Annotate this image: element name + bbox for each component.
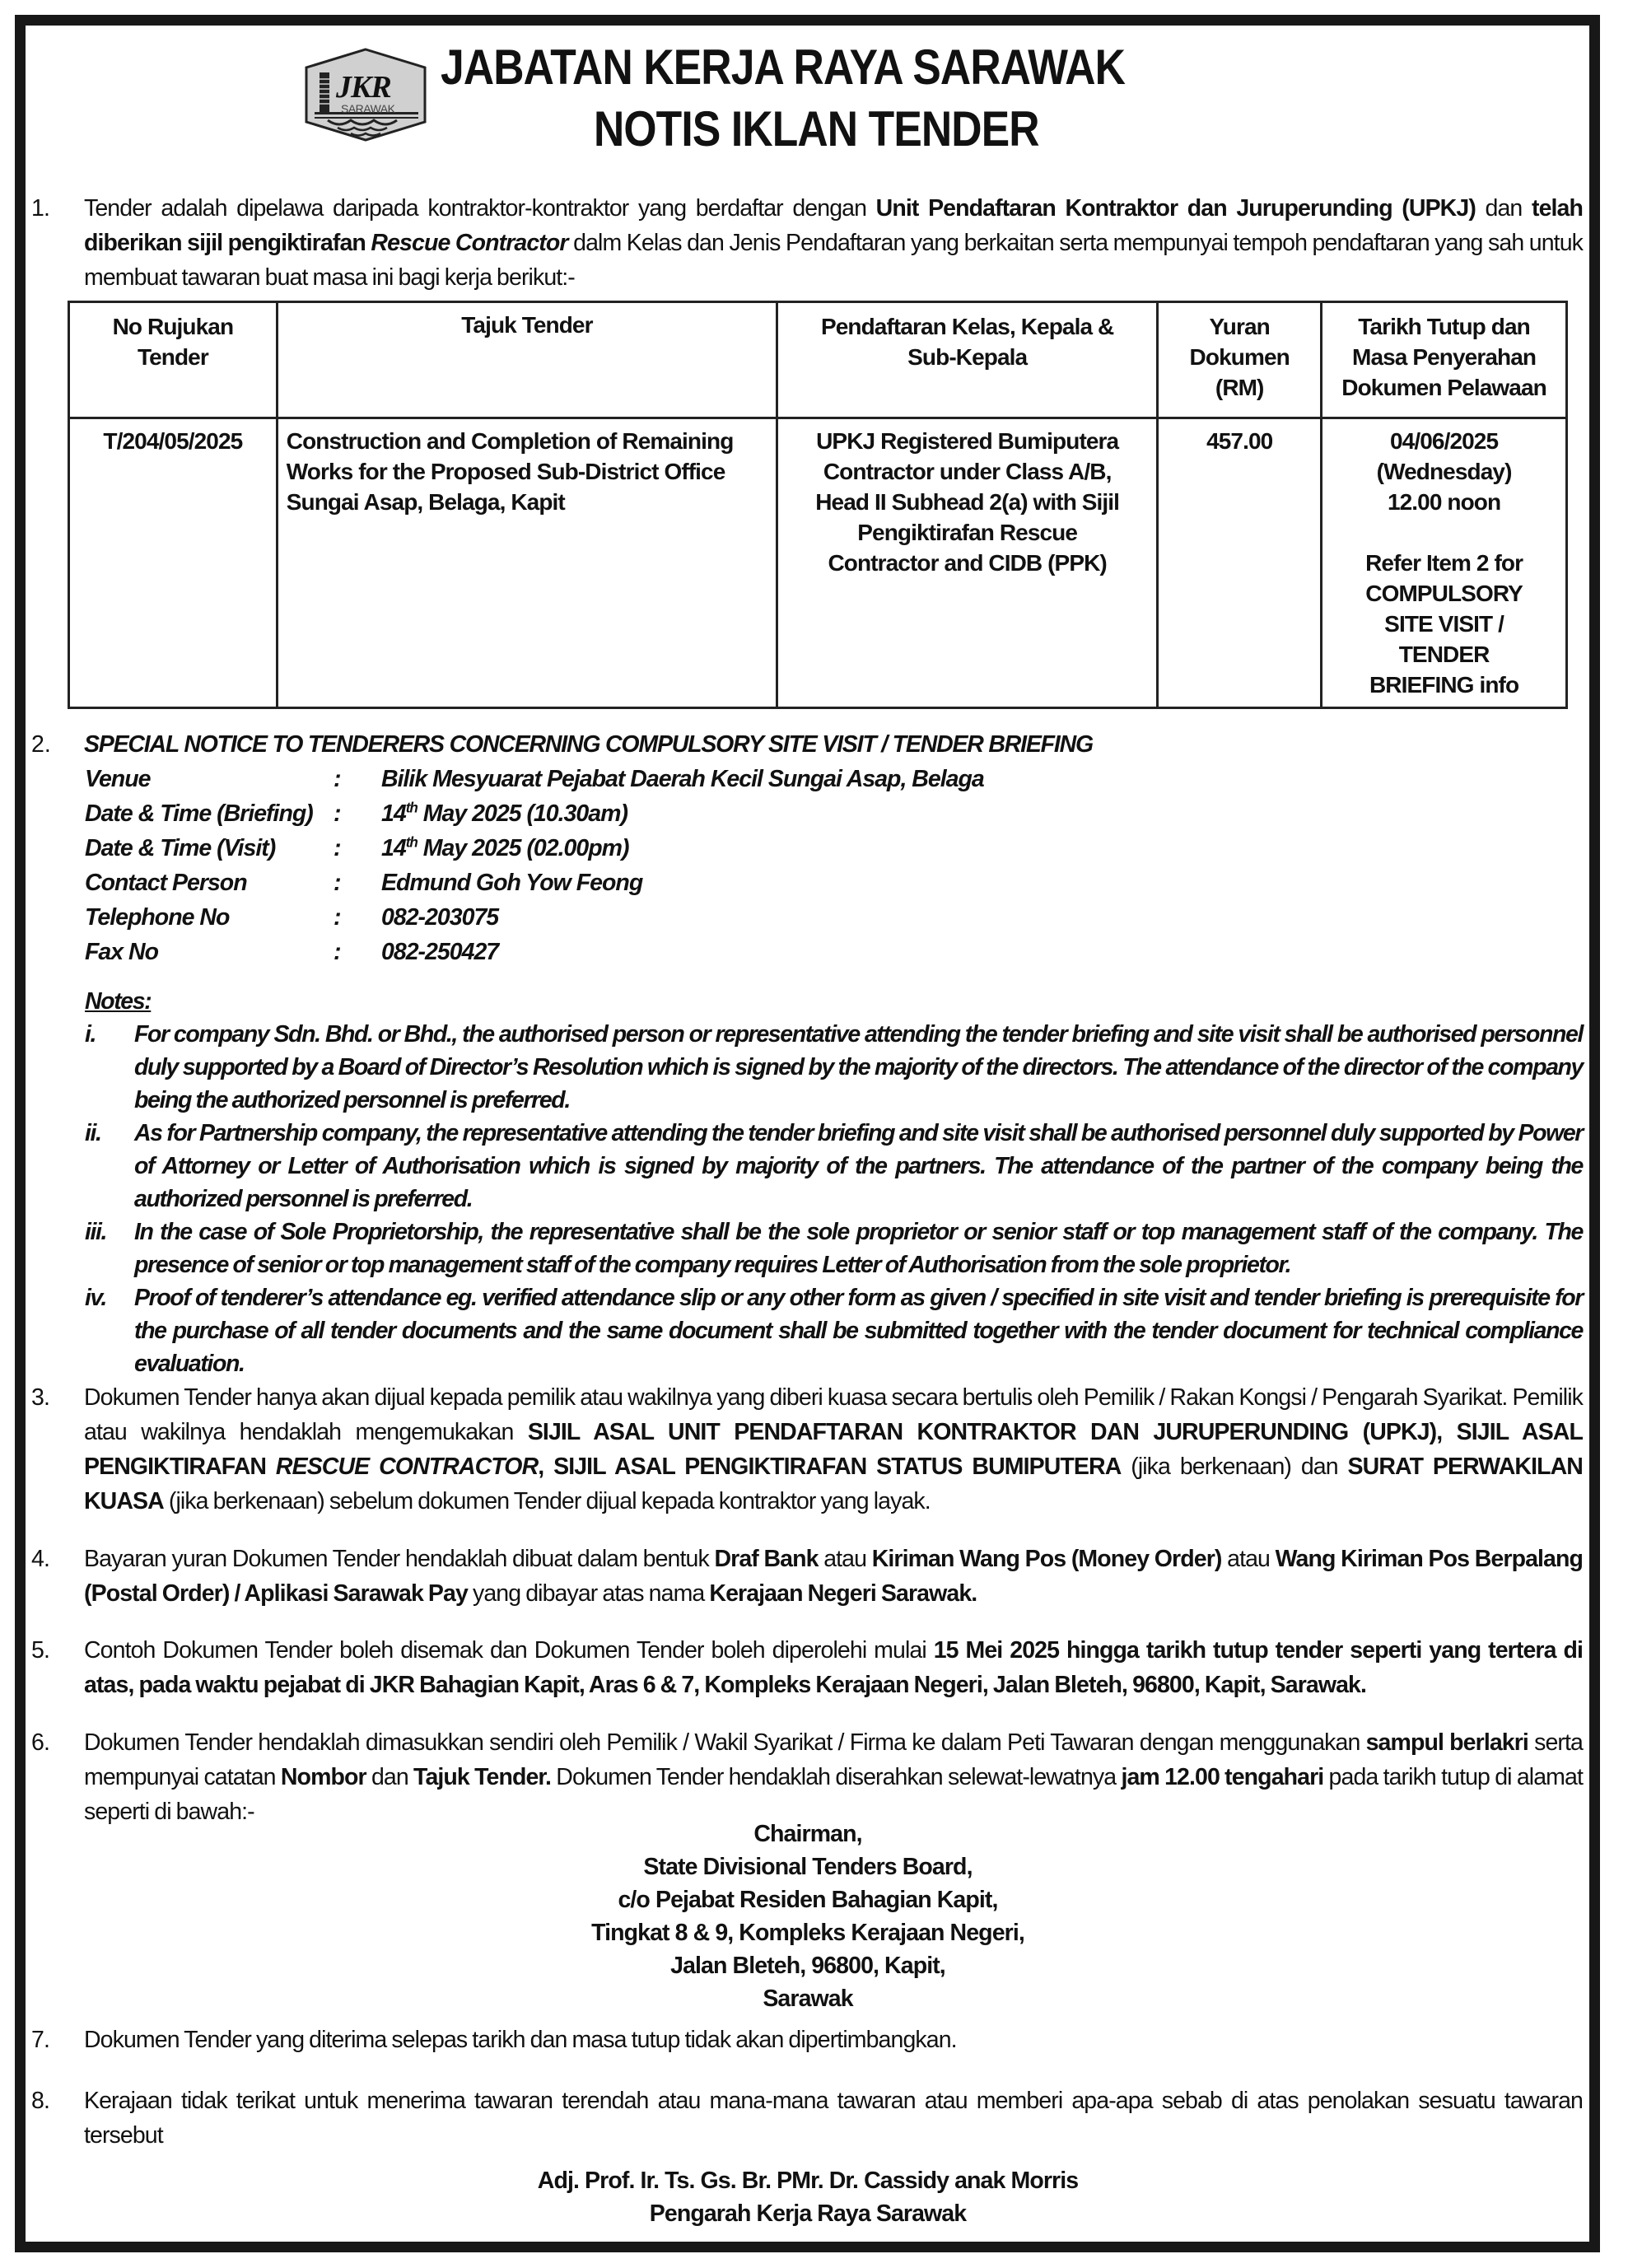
cell-registration: UPKJ Registered Bumiputera Contractor under Class A/B, Head II Subhead 2(a) with Sijil Pengiktirafan Rescue Contractor and CIDB (PPK) [777, 418, 1158, 708]
notice-title: NOTIS IKLAN TENDER [594, 101, 1039, 156]
header-registration: Pendaftaran Kelas, Kepala & Sub-Kepala [777, 302, 1158, 418]
signature-block [26, 2164, 1590, 2230]
item-number: 8. [31, 2088, 49, 2114]
jkr-logo [303, 48, 428, 142]
cell-fee: 457.00 [1158, 418, 1322, 708]
closing-day: (Wednesday) [1376, 459, 1512, 484]
notes-heading: Notes: [85, 988, 152, 1015]
header-ref: No Rujukan Tender [69, 302, 278, 418]
cell-closing [1322, 418, 1567, 708]
note-item: i. For company Sdn. Bhd. or Bhd., the authorised person or representative attending the tender briefing and site visit shall be authorised personnel duly supported by a Board of Director’s Resolution which is signed by the majority of the directors. The attendance of the director of the company being the authorized personnel is preferred. [85, 1021, 1583, 1113]
table-row [69, 418, 1567, 708]
signatory-title: Pengarah Kerja Raya Sarawak [649, 2200, 967, 2227]
table-header-row [69, 302, 1567, 418]
item-8-text: Kerajaan tidak terikat untuk menerima tawaran terendah atau mana-mana tawaran atau memberi apa-apa sebab di atas penolakan sesuatu tawaran tersebut [84, 2088, 1583, 2149]
address-line: State Divisional Tenders Board, [643, 1854, 973, 1880]
item-1-text: Tender adalah dipelawa daripada kontraktor-kontraktor yang berdaftar dengan Unit Pendaftaran Kontraktor dan Juruperunding (UPKJ) dan telah diberikan sijil pengiktirafan Rescue Contractor dalm Kelas dan Jenis Pendaftaran yang berkaitan serta mempunyai tempoh pendaftaran yang sah untuk membuat tawaran buat masa ini bagi kerja berikut:- [84, 195, 1584, 291]
cell-title: Construction and Completion of Remaining Works for the Proposed Sub-District Office Sungai Asap, Belaga, Kapit [277, 418, 777, 708]
signatory-name: Adj. Prof. Ir. Ts. Gs. Br. PMr. Dr. Cassidy anak Morris [537, 2168, 1079, 2194]
item-number: 4. [31, 1546, 49, 1572]
closing-date: 04/06/2025 [1390, 428, 1499, 454]
note-item: ii. As for Partnership company, the representative attending the tender briefing and site visit shall be authorised personnel duly supported by Power of Attorney or Letter of Authorisation which is signed by majority of the partners. The attendance of the partner of the company being the authorized personnel is preferred. [85, 1120, 1583, 1212]
address-line: Tingkat 8 & 9, Kompleks Kerajaan Negeri, [591, 1920, 1024, 1946]
item-number: 1. [31, 195, 49, 222]
header-title: Tajuk Tender [277, 302, 777, 418]
address-line: Sarawak [763, 1986, 853, 2012]
item-5-text: Contoh Dokumen Tender boleh disemak dan Dokumen Tender boleh diperolehi mulai 15 Mei 2025 hingga tarikh tutup tender seperti yang tertera di atas, pada waktu pejabat di JKR Bahagian Kapit, Aras 6 & 7, Kompleks Kerajaan Negeri, Jalan Bleteh, 96800, Kapit, Sarawak. [84, 1637, 1583, 1698]
item-7-text: Dokumen Tender yang diterima selepas tarikh dan masa tutup tidak akan dipertimbangkan. [84, 2027, 957, 2053]
header-fee: Yuran Dokumen (RM) [1158, 302, 1322, 418]
item-3-text: Dokumen Tender hanya akan dijual kepada pemilik atau wakilnya yang diberi kuasa secara bertulis oleh Pemilik / Rakan Kongsi / Pengarah Syarikat. Pemilik atau wakilnya hendaklah mengemukakan SIJIL ASAL UNIT PENDAFTARAN KONTRAKTOR DAN JURUPERUNDING (UPKJ), SIJIL ASAL PENGIKTIRAFAN RESCUE CONTRACTOR, SIJIL ASAL PENGIKTIRAFAN STATUS BUMIPUTERA (jika berkenaan) dan SURAT PERWAKILAN KUASA (jika berkenaan) sebelum dokumen Tender dijual kepada kontraktor yang layak. [84, 1384, 1584, 1514]
logo-subtext: SARAWAK [341, 102, 395, 115]
item-number: 5. [31, 1637, 49, 1664]
note-item: iv. Proof of tenderer’s attendance eg. verified attendance slip or any other form as given / specified in site visit and tender briefing is prerequisite for the purchase of all tender documents and the same document shall be submitted together with the tender document for technical compliance evaluation. [85, 1285, 1583, 1377]
item-number: 6. [31, 1729, 49, 1756]
notes-section [85, 985, 1583, 1380]
cell-ref: T/204/05/2025 [69, 418, 278, 708]
address-line: c/o Pejabat Residen Bahagian Kapit, [618, 1887, 998, 1913]
address-line: Jalan Bleteh, 96800, Kapit, [670, 1953, 945, 1979]
closing-note: Refer Item 2 for COMPULSORY SITE VISIT / TENDER BRIEFING info [1365, 550, 1523, 698]
logo-text: JKR [336, 70, 391, 105]
closing-time: 12.00 noon [1387, 489, 1501, 515]
item-number: 7. [31, 2027, 49, 2053]
tender-table [68, 301, 1568, 709]
address-line: Chairman, [753, 1821, 862, 1847]
department-title: JABATAN KERJA RAYA SARAWAK [441, 40, 1126, 95]
note-item: iii. In the case of Sole Proprietorship, the representative shall be the sole proprietor or senior staff or top management staff of the company. The presence of senior or top management staff of the company requires Letter of Authorisation from the sole proprietor. [85, 1219, 1583, 1278]
header-closing: Tarikh Tutup dan Masa Penyerahan Dokumen Pelawaan [1322, 302, 1567, 418]
item-number: 3. [31, 1384, 49, 1411]
item-2-heading: SPECIAL NOTICE TO TENDERERS CONCERNING COMPULSORY SITE VISIT / TENDER BRIEFING [84, 731, 1093, 758]
item-6-text: Dokumen Tender hendaklah dimasukkan sendiri oleh Pemilik / Wakil Syarikat / Firma ke dalam Peti Tawaran dengan menggunakan sampul berlakri serta mempunyai catatan Nombor dan Tajuk Tender. Dokumen Tender hendaklah diserahkan selewat-lewatnya jam 12.00 tengahari pada tarikh tutup di alamat seperti di bawah:- [84, 1729, 1583, 1825]
item-number: 2. [31, 731, 51, 758]
submission-address [26, 1818, 1590, 2015]
item-4-text: Bayaran yuran Dokumen Tender hendaklah dibuat dalam bentuk Draf Bank atau Kiriman Wang Pos (Money Order) atau Wang Kiriman Pos Berpalang (Postal Order) / Aplikasi Sarawak Pay yang dibayar atas nama Kerajaan Negeri Sarawak. [84, 1546, 1584, 1607]
